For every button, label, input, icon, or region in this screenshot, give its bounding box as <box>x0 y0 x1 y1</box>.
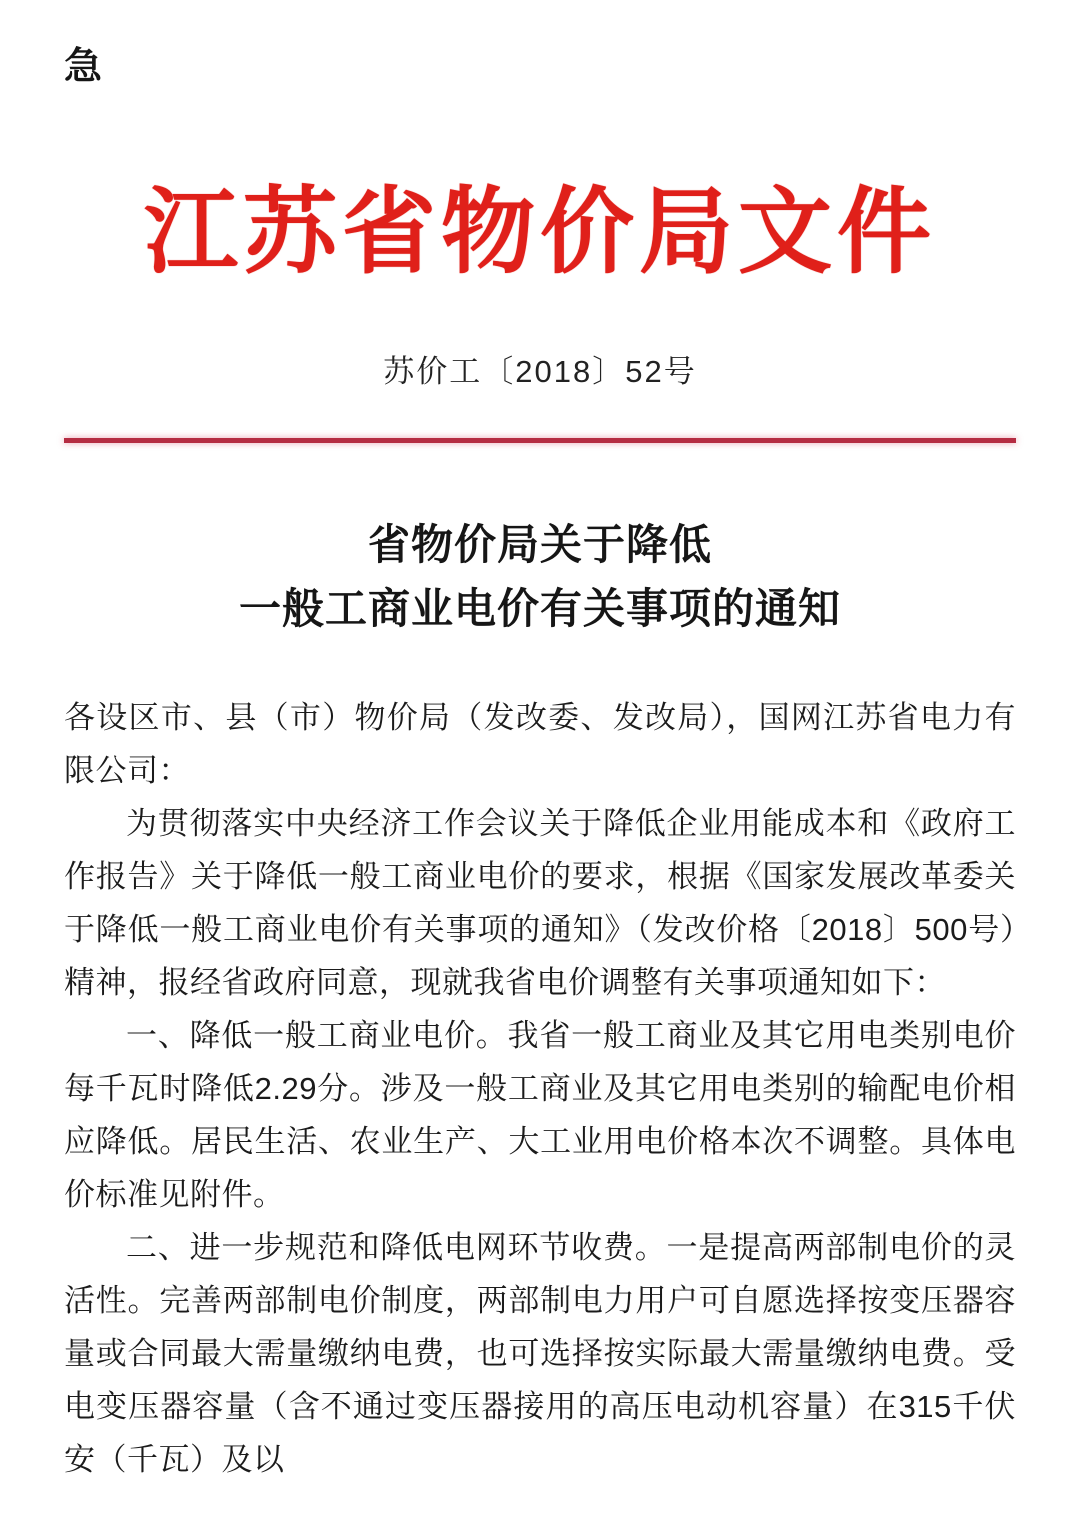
document-number: 苏价工〔2018〕52号 <box>383 353 697 389</box>
notice-title <box>64 513 1016 641</box>
urgency-label: 急 <box>64 46 103 88</box>
paragraph-preamble: 为贯彻落实中央经济工作会议关于降低企业用能成本和《政府工作报告》关于降低一般工商业电价的要求，根据《国家发展改革委关于降低一般工商业电价有关事项的通知》（发改价格〔2018〕500号）精神，报经省政府同意，现就我省电价调整有关事项通知如下： <box>64 805 1016 1000</box>
addressee-line: 各设区市、县（市）物价局（发改委、发改局），国网江苏省电力有限公司： <box>64 699 1016 788</box>
paragraph-item-2: 二、进一步规范和降低电网环节收费。一是提高两部制电价的灵活性。完善两部制电价制度，两部制电力用户可自愿选择按变压器容量或合同最大需量缴纳电费，也可选择按实际最大需量缴纳电费。受电变压器容量（含不通过变压器接用的高压电动机容量）在315千伏安（千瓦）及以 <box>64 1229 1016 1477</box>
agency-masthead: 江苏省物价局文件 <box>143 180 936 285</box>
red-divider-rule <box>64 438 1016 443</box>
notice-body <box>64 691 1016 1486</box>
notice-title-line-2: 一般工商业电价有关事项的通知 <box>238 584 841 632</box>
notice-title-line-1: 省物价局关于降低 <box>367 520 712 568</box>
paragraph-item-1: 一、降低一般工商业电价。我省一般工商业及其它用电类别电价每千瓦时降低2.29分。涉及一般工商业及其它用电类别的输配电价相应降低。居民生活、农业生产、大工业用电价格本次不调整。具体电价标准见附件。 <box>64 1017 1016 1212</box>
